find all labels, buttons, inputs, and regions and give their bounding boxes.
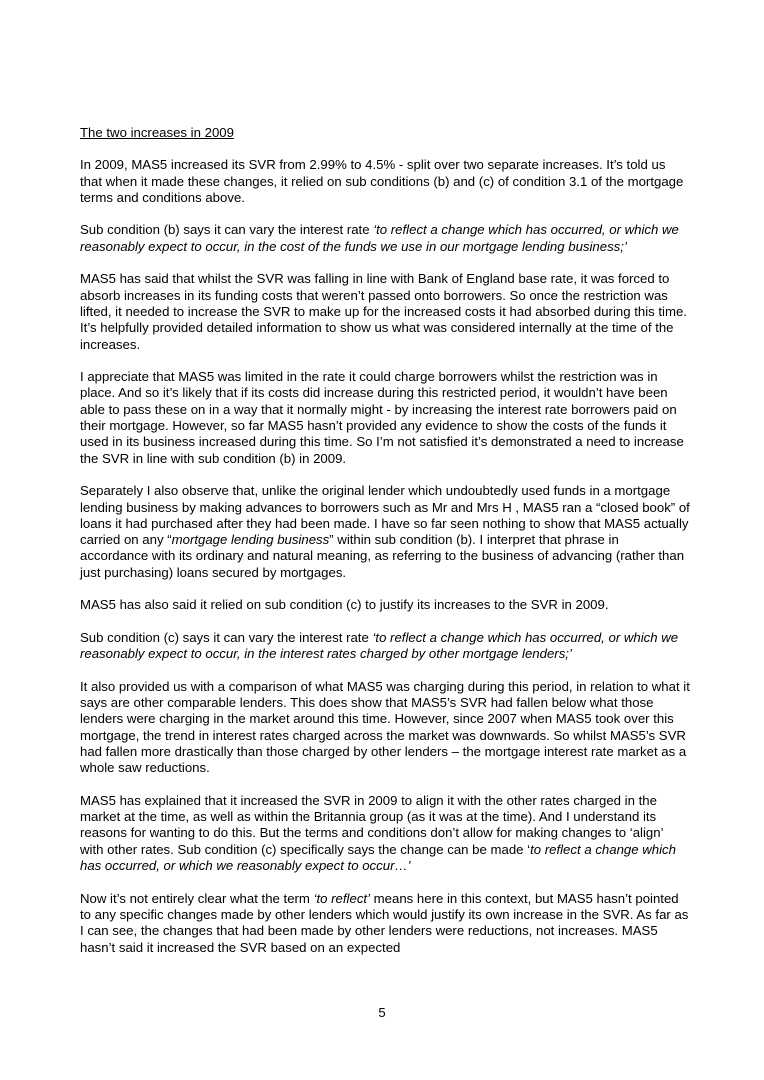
paragraph — [80, 222, 690, 255]
italic-quote: to reflect a change which has occurred, or which we reasonably expect to occur…’ — [80, 841, 676, 874]
text-run: It also provided us with a comparison of what MAS5 was charging during this period, in relation to what it says are other comparable lenders. This does show that MAS5’s SVR had fallen below what those lenders were charging in the market around this time. However, since 2007 when MAS5 took over this mortgage, the trend in interest rates charged across the market was downwards. So whilst MAS5’s SVR had fallen more drastically than those charged by other lenders – the mortgage interest rate market as a whole saw reductions. — [80, 678, 690, 776]
text-run: In 2009, MAS5 increased its SVR from 2.99% to 4.5% - split over two separate increases. It’s told us that when it made these changes, it relied on sub conditions (b) and (c) of condition 3.1 of the mortgage terms and conditions above. — [80, 157, 684, 205]
section-heading: The two increases in 2009 — [80, 125, 234, 140]
text-run: Sub condition (b) says it can vary the interest rate — [80, 222, 374, 238]
paragraph — [80, 597, 690, 613]
italic-quote: ‘to reflect a change which has occurred, or which we reasonably expect to occur, in the cost of the funds we use in our mortgage lending business;’ — [80, 222, 679, 254]
text-run: Now it’s not entirely clear what the term — [80, 890, 314, 906]
text-run: MAS5 has explained that it increased the SVR in 2009 to align it with the other rates charged in the market at the time, as well as within the Britannia group (as it was at the time). And I understand its reasons for wanting to do this. But the terms and conditions don’t allow for making changes to ‘align’ with other rates. Sub condition (c) specifically says the change can be made ‘ — [80, 792, 664, 857]
page-number: 5 — [378, 1005, 386, 1020]
paragraph — [80, 630, 690, 663]
text-run: Sub condition (c) says it can vary the interest rate — [80, 629, 373, 645]
paragraph — [80, 271, 690, 352]
italic-quote: ‘to reflect a change which has occurred, or which we reasonably expect to occur, in the interest rates charged by other mortgage lenders;’ — [80, 629, 679, 662]
document-body — [80, 125, 690, 972]
paragraph — [80, 679, 690, 777]
paragraph — [80, 793, 690, 874]
paragraph — [80, 891, 690, 956]
text-run: means here in this context, but MAS5 hasn’t pointed to any specific changes made by other lenders which would justify its own increase in the SVR. As far as I can see, the changes that had been made by other lenders were reductions, not increases. MAS5 hasn’t said it increased the SVR based on an expected — [80, 890, 689, 955]
text-run: ” within sub condition (b). I interpret that phrase in accordance with its ordinary and natural meaning, as referring to the business of advancing (rather than just purchasing) loans secured by mortgages. — [80, 532, 685, 580]
text-run: Separately I also observe that, unlike the original lender which undoubtedly used funds in a mortgage lending business by making advances to borrowers such as Mr and Mrs H , MAS5 ran a “closed book” of loans it had purchased after they had been made. I have so far seen nothing to show that MAS5 actually carried on any “ — [80, 483, 690, 548]
italic-quote: mortgage lending business — [171, 532, 330, 548]
paragraph — [80, 157, 690, 206]
paragraph — [80, 369, 690, 467]
paragraph-list — [80, 157, 690, 956]
italic-quote: ‘to reflect’ — [313, 890, 371, 906]
text-run: I appreciate that MAS5 was limited in the rate it could charge borrowers whilst the restriction was in place. And so it’s likely that if its costs did increase during this restricted period, it wouldn’t have been able to pass these on in a way that it normally might - by increasing the interest rate borrowers paid on their mortgage. However, so far MAS5 hasn’t provided any evidence to show the costs of the funds it used in its business increased during this time. So I’m not satisfied it’s demonstrated a need to increase the SVR in line with sub condition (b) in 2009. — [80, 369, 684, 466]
paragraph — [80, 483, 690, 581]
text-run: MAS5 has said that whilst the SVR was falling in line with Bank of England base rate, it was forced to absorb increases in its funding costs that weren’t passed onto borrowers. So once the restriction was lifted, it needed to increase the SVR to make up for the increased costs it had absorbed during this time. It’s helpfully provided detailed information to show us what was considered internally at the time of the increases. — [80, 271, 687, 352]
text-run: MAS5 has also said it relied on sub condition (c) to justify its increases to the SVR in 2009. — [80, 597, 609, 613]
